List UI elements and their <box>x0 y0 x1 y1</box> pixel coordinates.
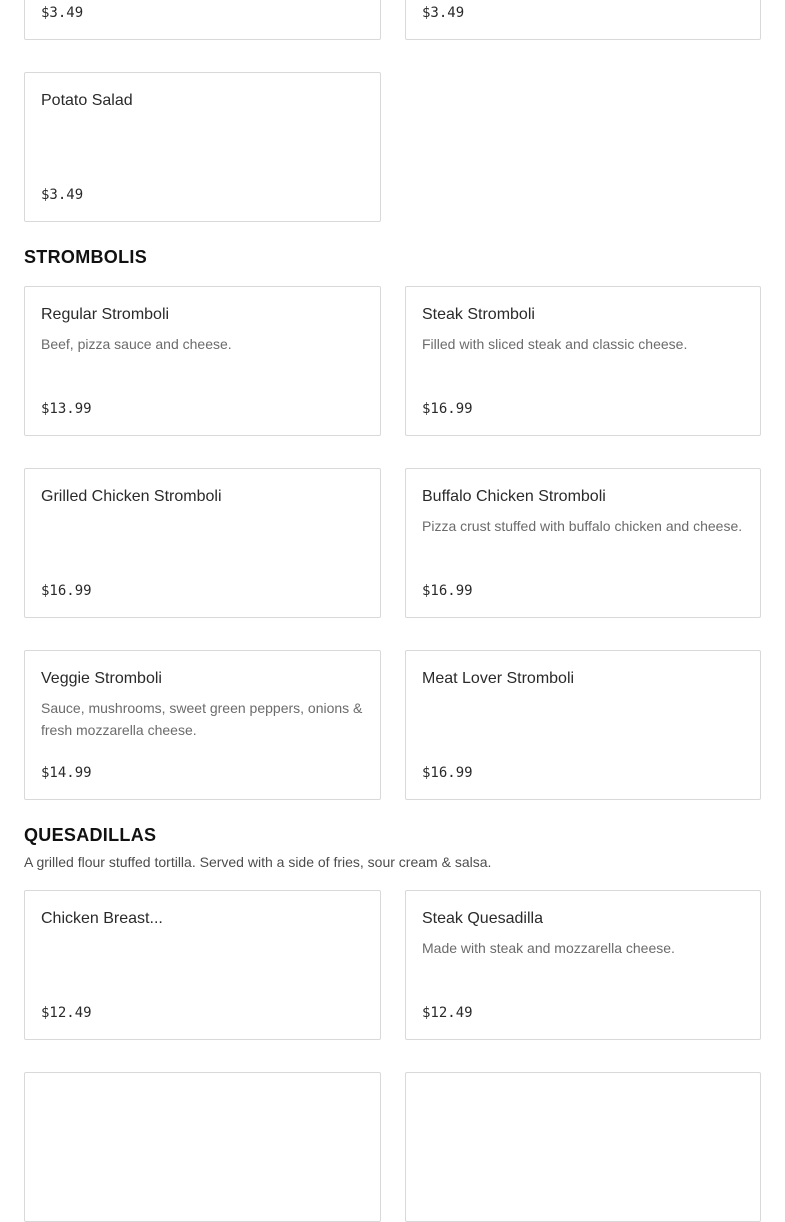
menu-item-veggie-stromboli[interactable] <box>24 650 381 800</box>
item-name: Meat Lover Stromboli <box>422 670 575 687</box>
section-title-quesadillas: QUESADILLAS <box>24 825 157 845</box>
item-name: Veggie Stromboli <box>41 670 162 687</box>
item-price: $16.99 <box>41 583 92 599</box>
menu-item-regular-stromboli[interactable] <box>24 286 381 436</box>
item-price: $3.49 <box>422 5 465 21</box>
item-price: $12.49 <box>422 1005 473 1021</box>
section-title-strombolis: STROMBOLIS <box>24 247 147 267</box>
menu-item-card[interactable] <box>405 0 761 40</box>
item-description: Made with steak and mozzarella cheese. <box>422 940 675 956</box>
menu-item-steak-quesadilla[interactable] <box>405 890 761 1040</box>
item-description: Pizza crust stuffed with buffalo chicken and cheese. <box>422 518 743 534</box>
item-name: Steak Stromboli <box>422 306 535 323</box>
item-description: Beef, pizza sauce and cheese. <box>41 336 232 352</box>
item-price: $12.49 <box>41 1005 92 1021</box>
item-name: Potato Salad <box>41 92 133 109</box>
item-name: Regular Stromboli <box>41 306 170 323</box>
item-price: $16.99 <box>422 765 473 781</box>
menu-item-potato-salad[interactable] <box>24 72 381 222</box>
item-price: $13.99 <box>41 401 92 417</box>
menu-item-buffalo-chicken-stromboli[interactable] <box>405 468 761 618</box>
item-name: Chicken Breast... <box>41 910 163 927</box>
section-description: A grilled flour stuffed tortilla. Served with a side of fries, sour cream & salsa. <box>24 854 492 870</box>
menu-item-card[interactable] <box>24 1072 381 1222</box>
menu-item-meat-lover-stromboli[interactable] <box>405 650 761 800</box>
item-name: Grilled Chicken Stromboli <box>41 488 222 505</box>
item-price: $3.49 <box>41 187 84 203</box>
item-description: Sauce, mushrooms, sweet green peppers, onions & fresh mozzarella cheese. <box>41 700 363 738</box>
item-price: $3.49 <box>41 5 84 21</box>
menu-item-grilled-chicken-stromboli[interactable] <box>24 468 381 618</box>
menu-item-card[interactable] <box>24 0 381 40</box>
item-name: Buffalo Chicken Stromboli <box>422 488 606 505</box>
item-price: $16.99 <box>422 401 473 417</box>
menu-item-steak-stromboli[interactable] <box>405 286 761 436</box>
item-price: $16.99 <box>422 583 473 599</box>
item-name: Steak Quesadilla <box>422 910 543 927</box>
menu-item-card[interactable] <box>405 1072 761 1222</box>
menu-item-chicken-breast-quesadilla[interactable] <box>24 890 381 1040</box>
item-price: $14.99 <box>41 765 92 781</box>
item-description: Filled with sliced steak and classic cheese. <box>422 336 688 352</box>
